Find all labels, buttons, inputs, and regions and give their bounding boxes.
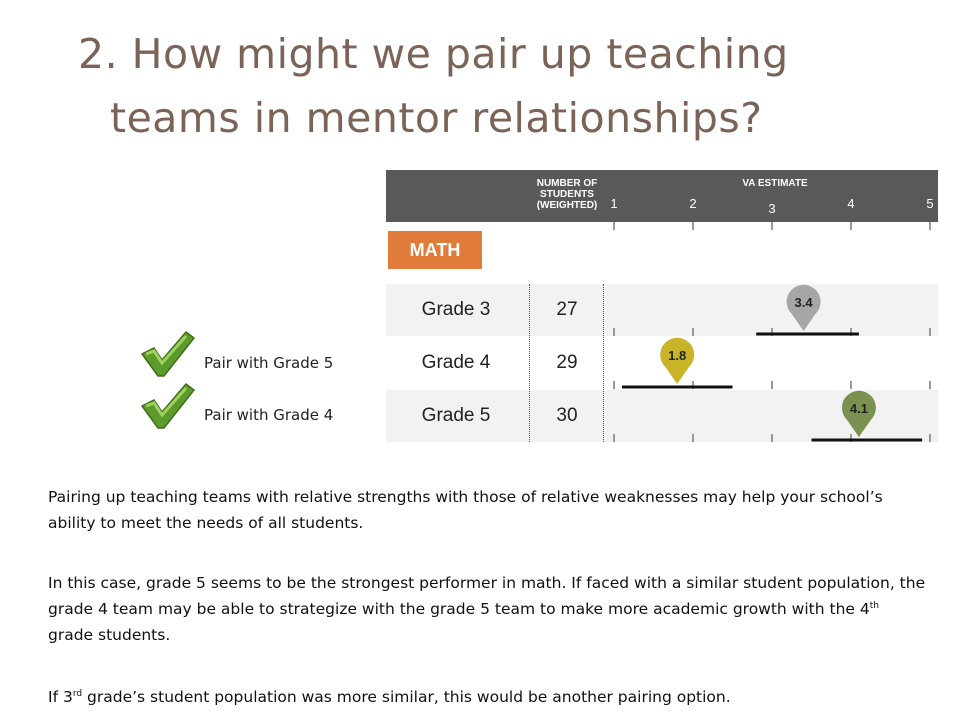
estimate-data-label: 4.1 [849, 401, 868, 416]
axis-tick-label: 2 [689, 196, 697, 211]
body-paragraph-2-end: grade students. [48, 626, 171, 644]
body-paragraph-3 [48, 684, 928, 710]
superscript: th [869, 600, 879, 611]
body-paragraph-3-text: grade’s student population was more similar, this would be another pairing option. [82, 688, 731, 706]
grade-label: Grade 3 [421, 299, 491, 320]
student-count: 29 [556, 352, 578, 373]
student-count: 27 [556, 299, 578, 320]
estimate-column-header: VA ESTIMATE [742, 178, 808, 189]
student-count: 30 [556, 405, 578, 426]
subject-label: MATH [388, 231, 482, 269]
axis-tick-label: 3 [768, 201, 776, 216]
title-line-2: teams in mentor relationships? [110, 94, 763, 142]
estimate-data-label: 3.4 [794, 295, 813, 310]
body-paragraph-2-text: In this case, grade 5 seems to be the strongest performer in math. If faced with a similar student population, the grade 4 team may be able to strategize with the grade 5 team to make more academic growth with the 4 [48, 574, 926, 618]
grade-label: Grade 5 [421, 405, 491, 426]
title-line-1: 2. How might we pair up teaching [78, 30, 789, 78]
grade-label: Grade 4 [421, 352, 491, 373]
body-paragraph-1: Pairing up teaching teams with relative strengths with those of relative weaknesses may help your school’s ability to meet the needs of all students. [48, 488, 883, 532]
body-paragraph-2 [48, 570, 928, 648]
estimate-data-label: 1.8 [668, 348, 687, 363]
axis-tick-label: 4 [847, 196, 855, 211]
pairing-text: Pair with Grade 4 [204, 406, 334, 424]
axis-tick-label: 1 [610, 196, 618, 211]
count-column-header: NUMBER OF STUDENTS (WEIGHTED) [536, 178, 598, 211]
body-paragraph-3-start: If 3 [48, 688, 73, 706]
pairing-text: Pair with Grade 5 [204, 354, 334, 372]
superscript: rd [72, 688, 83, 699]
axis-tick-label: 5 [926, 196, 934, 211]
